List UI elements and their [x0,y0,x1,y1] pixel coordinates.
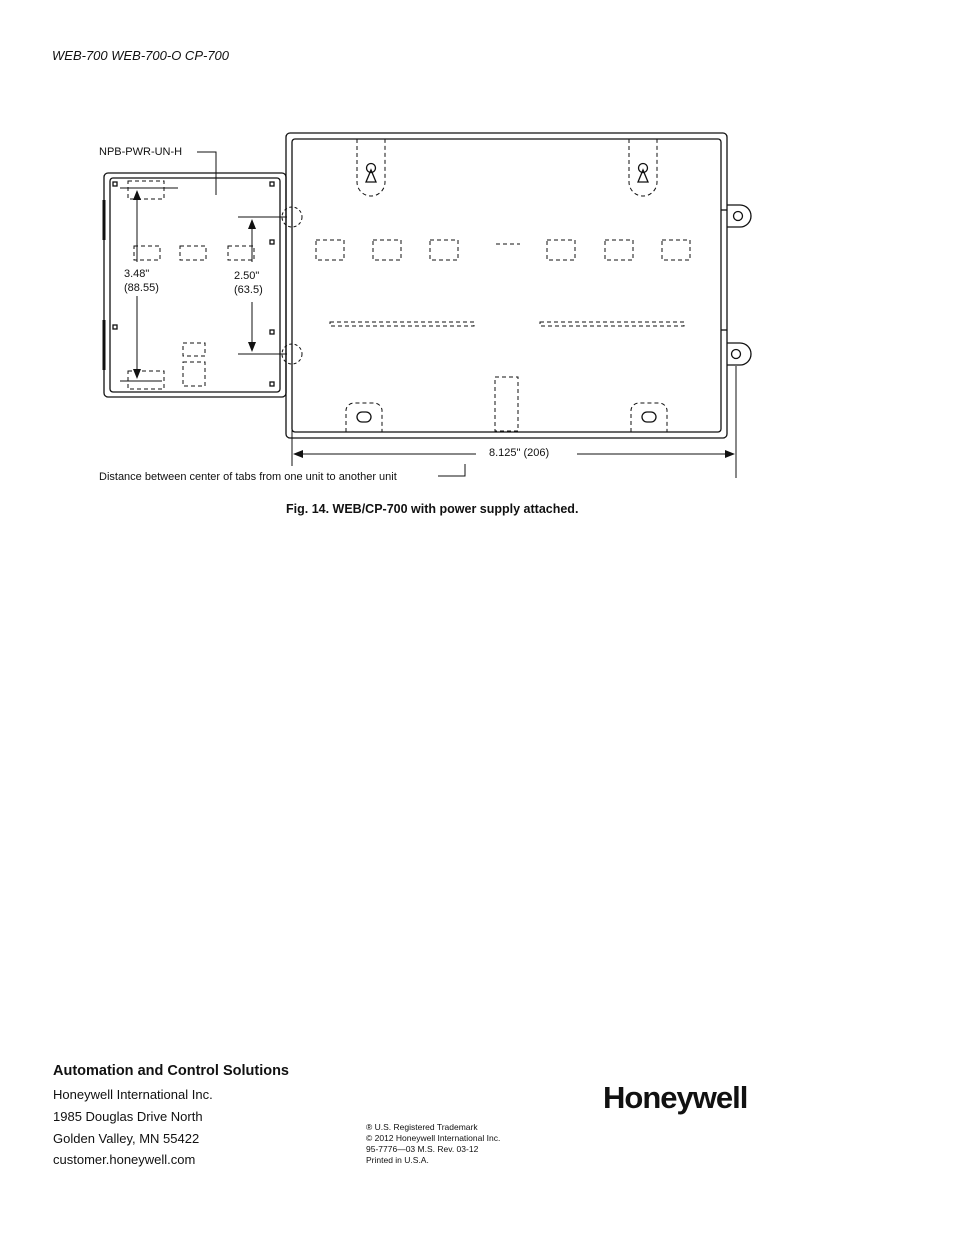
keyhole-slots [357,139,657,196]
bottom-tabs [346,403,667,432]
company-name: Honeywell International Inc. [53,1087,213,1102]
tab-dimension-mm: (63.5) [234,284,263,296]
city-address: Golden Valley, MN 55422 [53,1131,200,1146]
footer-heading: Automation and Control Solutions [53,1063,290,1079]
width-dimension-label: 8.125" (206) [489,447,550,459]
power-supply-label: NPB-PWR-UN-H [99,146,183,158]
tab-dimension-inches: 2.50" [234,270,260,282]
website-link[interactable]: customer.honeywell.com [53,1152,196,1167]
controller-outline [286,133,727,438]
street-address: 1985 Douglas Drive North [53,1109,203,1124]
connector-outlines [316,240,690,431]
copyright-note: © 2012 Honeywell International Inc. [366,1133,501,1143]
tab-distance-note: Distance between center of tabs from one unit to another unit [99,471,397,483]
trademark-note: ® U.S. Registered Trademark [366,1122,478,1132]
mounting-ears [727,205,751,365]
width-dimension [292,366,736,478]
honeywell-logo: Honeywell [603,1080,748,1115]
figure-caption: Fig. 14. WEB/CP-700 with power supply attached. [286,502,579,516]
document-number: 95-7776—03 M.S. Rev. 03-12 [366,1144,479,1154]
header-title: WEB-700 WEB-700-O CP-700 [52,48,230,63]
height-dimension-mm: (88.55) [124,282,159,294]
printed-note: Printed in U.S.A. [366,1155,429,1165]
height-dimension-inches: 3.48" [124,268,150,280]
